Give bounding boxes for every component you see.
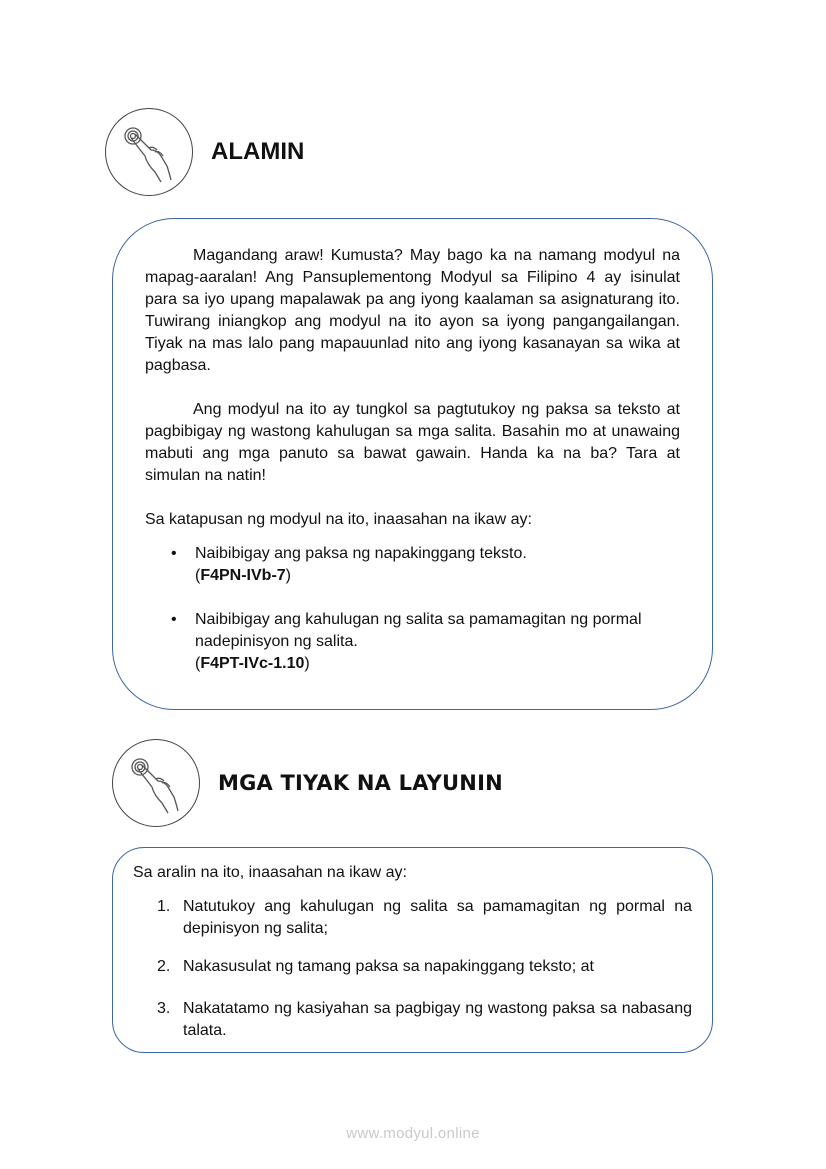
competency-intro: Sa katapusan ng modyul na ito, inaasahan na ikaw ay:	[145, 511, 532, 528]
list-item: • Naibibigay ang paksa ng napakinggang teksto. (F4PN-IVb-7)	[195, 543, 680, 587]
section-title: MGA TIYAK NA LAYUNIN	[218, 771, 503, 795]
alamin-header	[105, 108, 304, 196]
list-item: 1. Natutukoy ang kahulugan ng salita sa pamamagitan ng pormal na depinisyon ng salita;	[157, 898, 692, 937]
description-paragraph: Ang modyul na ito ay tungkol sa pagtutukoy ng paksa sa teksto at pagbibigay ng wastong kahulugan sa mga salita. Basahin mo at unawaing mabuti ang mga panuto sa bawat gawain. Handa ka na ba? Tara at simulan na natin!	[145, 401, 680, 484]
section-title: ALAMIN	[211, 138, 305, 165]
alamin-box	[112, 218, 713, 710]
watermark: www.modyul.online	[346, 1125, 480, 1142]
objectives-intro: Sa aralin na ito, inaasahan na ikaw ay:	[133, 864, 407, 881]
intro-paragraph: Magandang araw! Kumusta? May bago ka na namang modyul na mapag-aaralan! Ang Pansuplementong Modyul sa Filipino 4 ay isinulat para sa iyo upang mapalawak pa ang iyong kaalaman sa asignaturang ito. Tuwirang iniangkop ang modyul na ito ayon sa iyong pangangailangan. Tiyak na mas lalo pang mapauunlad nito ang iyong kasanayan sa wika at pagbasa.	[145, 247, 680, 374]
layunin-header	[112, 739, 503, 827]
objectives-list	[133, 896, 692, 1042]
hand-pointer-icon	[112, 739, 200, 827]
competency-code: F4PN-IVb-7	[200, 567, 286, 584]
competency-code: F4PT-IVc-1.10	[200, 655, 305, 672]
list-item: 3. Nakatatamo ng kasiyahan sa pagbigay ng wastong paksa sa nabasang talata.	[157, 1000, 692, 1039]
list-item: • Naibibigay ang kahulugan ng salita sa pamamagitan ng pormal nadepinisyon ng salita. (F4PT-IVc-1.10)	[195, 609, 680, 675]
hand-pointer-icon	[105, 108, 193, 196]
list-item: 2. Nakasusulat ng tamang paksa sa napakinggang teksto; at	[157, 958, 594, 975]
competency-list	[145, 543, 680, 675]
layunin-box	[112, 847, 713, 1053]
